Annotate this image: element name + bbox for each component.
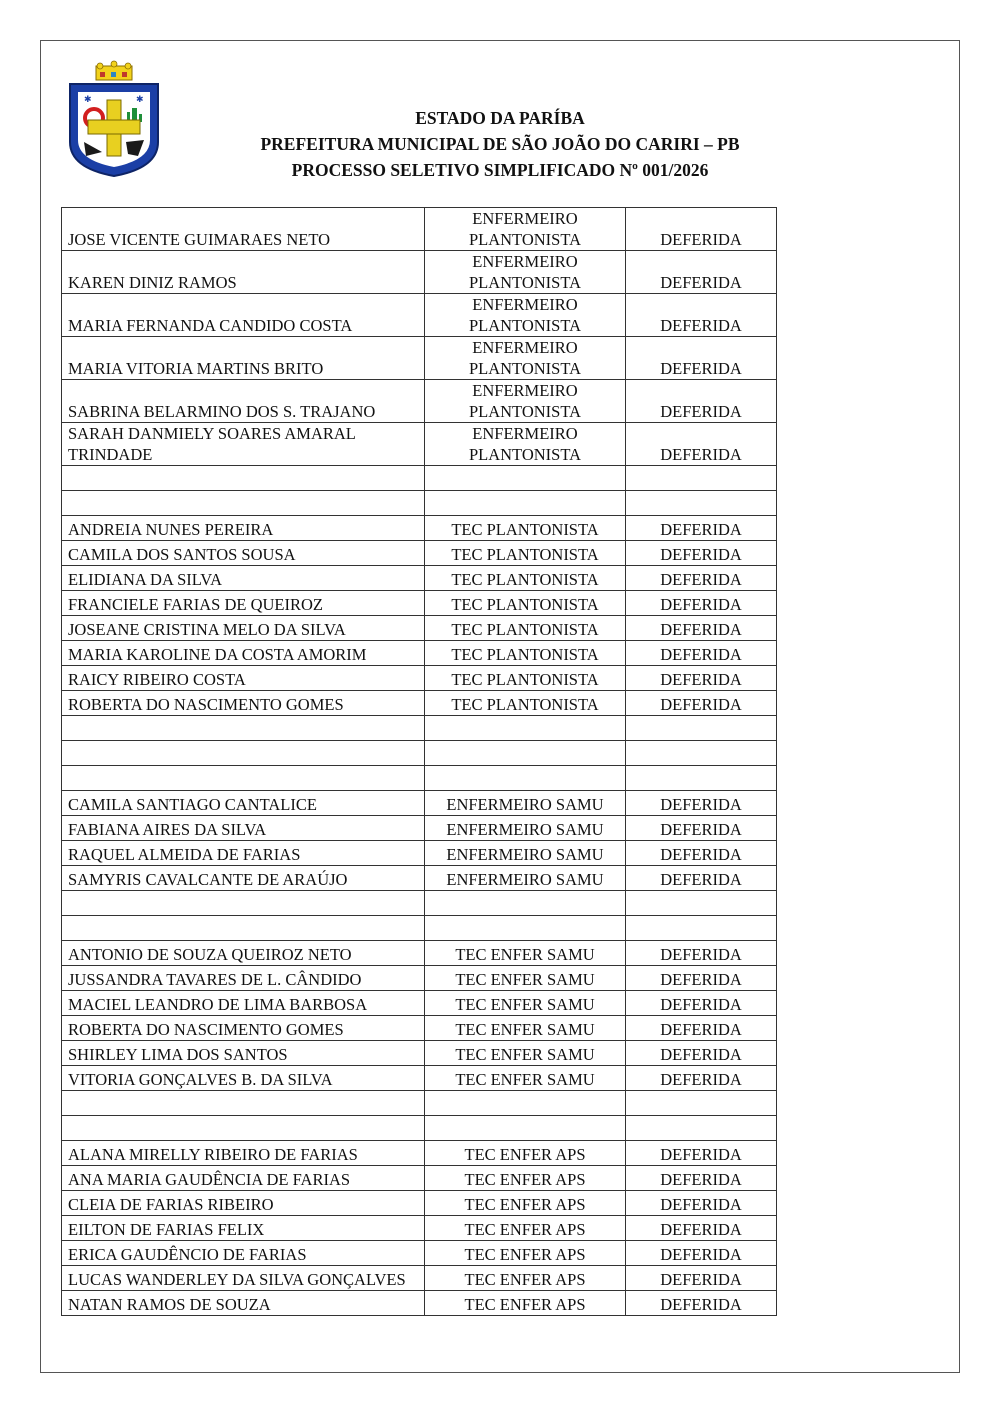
- position-cell: TEC PLANTONISTA: [425, 641, 626, 666]
- header-state: ESTADO DA PARÍBA: [415, 108, 585, 128]
- candidate-name-cell: ANA MARIA GAUDÊNCIA DE FARIAS: [62, 1166, 425, 1191]
- status-cell: [626, 716, 777, 741]
- table-row: [62, 516, 777, 541]
- position-cell: ENFERMEIRO SAMU: [425, 866, 626, 891]
- table-row: [62, 866, 777, 891]
- candidate-name-cell: [62, 766, 425, 791]
- document-header: [200, 105, 800, 183]
- candidate-name-cell: FABIANA AIRES DA SILVA: [62, 816, 425, 841]
- position-cell: TEC ENFER APS: [425, 1266, 626, 1291]
- status-cell: DEFERIDA: [626, 841, 777, 866]
- position-cell: TEC PLANTONISTA: [425, 616, 626, 641]
- candidate-name-cell: MARIA FERNANDA CANDIDO COSTA: [62, 294, 425, 337]
- table-row: [62, 841, 777, 866]
- status-cell: DEFERIDA: [626, 591, 777, 616]
- table-row-empty: [62, 491, 777, 516]
- header-process: PROCESSO SELETIVO SIMPLIFICADO Nº 001/2026: [291, 160, 709, 180]
- status-cell: DEFERIDA: [626, 1141, 777, 1166]
- position-cell: ENFERMEIRO PLANTONISTA: [425, 337, 626, 380]
- status-cell: DEFERIDA: [626, 941, 777, 966]
- status-cell: [626, 766, 777, 791]
- position-cell: TEC ENFER APS: [425, 1166, 626, 1191]
- table-row: [62, 991, 777, 1016]
- status-cell: [626, 466, 777, 491]
- table-row: [62, 1041, 777, 1066]
- status-cell: DEFERIDA: [626, 691, 777, 716]
- candidate-name-cell: CLEIA DE FARIAS RIBEIRO: [62, 1191, 425, 1216]
- candidate-name-cell: [62, 1091, 425, 1116]
- position-cell: [425, 741, 626, 766]
- table-row: [62, 1066, 777, 1091]
- position-cell: TEC ENFER APS: [425, 1216, 626, 1241]
- status-cell: DEFERIDA: [626, 251, 777, 294]
- svg-text:✱: ✱: [136, 94, 144, 104]
- candidate-name-cell: MARIA KAROLINE DA COSTA AMORIM: [62, 641, 425, 666]
- position-cell: TEC PLANTONISTA: [425, 666, 626, 691]
- candidate-name-cell: CAMILA SANTIAGO CANTALICE: [62, 791, 425, 816]
- position-cell: ENFERMEIRO PLANTONISTA: [425, 380, 626, 423]
- table-row: [62, 641, 777, 666]
- table-row: [62, 1241, 777, 1266]
- table-row: [62, 691, 777, 716]
- candidate-name-cell: ANTONIO DE SOUZA QUEIROZ NETO: [62, 941, 425, 966]
- candidate-name-cell: RAICY RIBEIRO COSTA: [62, 666, 425, 691]
- position-cell: TEC PLANTONISTA: [425, 591, 626, 616]
- status-cell: [626, 891, 777, 916]
- candidate-name-cell: FRANCIELE FARIAS DE QUEIROZ: [62, 591, 425, 616]
- candidate-name-cell: MARIA VITORIA MARTINS BRITO: [62, 337, 425, 380]
- table-row: [62, 566, 777, 591]
- position-cell: [425, 1116, 626, 1141]
- table-row: [62, 208, 777, 251]
- candidate-name-cell: [62, 1116, 425, 1141]
- table-row-empty: [62, 891, 777, 916]
- status-cell: DEFERIDA: [626, 1266, 777, 1291]
- status-cell: DEFERIDA: [626, 1216, 777, 1241]
- table-row: [62, 1191, 777, 1216]
- position-cell: TEC ENFER APS: [425, 1141, 626, 1166]
- candidate-name-cell: MACIEL LEANDRO DE LIMA BARBOSA: [62, 991, 425, 1016]
- position-cell: [425, 916, 626, 941]
- table-row: [62, 1016, 777, 1041]
- position-cell: TEC ENFER SAMU: [425, 991, 626, 1016]
- position-cell: ENFERMEIRO PLANTONISTA: [425, 423, 626, 466]
- status-cell: [626, 916, 777, 941]
- position-cell: TEC ENFER SAMU: [425, 1016, 626, 1041]
- candidate-name-cell: SABRINA BELARMINO DOS S. TRAJANO: [62, 380, 425, 423]
- candidate-name-cell: SAMYRIS CAVALCANTE DE ARAÚJO: [62, 866, 425, 891]
- table-row: [62, 541, 777, 566]
- status-cell: DEFERIDA: [626, 566, 777, 591]
- position-cell: TEC ENFER SAMU: [425, 1041, 626, 1066]
- table-row: [62, 966, 777, 991]
- position-cell: [425, 466, 626, 491]
- position-cell: TEC PLANTONISTA: [425, 541, 626, 566]
- table-row: [62, 1141, 777, 1166]
- table-row-empty: [62, 1116, 777, 1141]
- status-cell: DEFERIDA: [626, 1241, 777, 1266]
- position-cell: ENFERMEIRO SAMU: [425, 791, 626, 816]
- table-row: [62, 591, 777, 616]
- table-row: [62, 380, 777, 423]
- svg-text:✱: ✱: [84, 94, 92, 104]
- candidate-name-cell: ELIDIANA DA SILVA: [62, 566, 425, 591]
- table-row: [62, 423, 777, 466]
- position-cell: [425, 491, 626, 516]
- candidate-name-cell: VITORIA GONÇALVES B. DA SILVA: [62, 1066, 425, 1091]
- status-cell: DEFERIDA: [626, 991, 777, 1016]
- candidate-name-cell: SARAH DANMIELY SOARES AMARAL TRINDADE: [62, 423, 425, 466]
- candidate-name-cell: SHIRLEY LIMA DOS SANTOS: [62, 1041, 425, 1066]
- position-cell: [425, 766, 626, 791]
- status-cell: DEFERIDA: [626, 641, 777, 666]
- position-cell: TEC ENFER SAMU: [425, 966, 626, 991]
- status-cell: [626, 1091, 777, 1116]
- candidate-name-cell: LUCAS WANDERLEY DA SILVA GONÇALVES: [62, 1266, 425, 1291]
- table-row: [62, 1216, 777, 1241]
- candidate-name-cell: [62, 466, 425, 491]
- status-cell: DEFERIDA: [626, 1191, 777, 1216]
- position-cell: TEC PLANTONISTA: [425, 566, 626, 591]
- table-row: [62, 616, 777, 641]
- status-cell: DEFERIDA: [626, 208, 777, 251]
- status-cell: DEFERIDA: [626, 1016, 777, 1041]
- position-cell: TEC ENFER APS: [425, 1241, 626, 1266]
- status-cell: DEFERIDA: [626, 516, 777, 541]
- status-cell: DEFERIDA: [626, 666, 777, 691]
- status-cell: DEFERIDA: [626, 791, 777, 816]
- position-cell: TEC ENFER APS: [425, 1291, 626, 1316]
- candidate-name-cell: EILTON DE FARIAS FELIX: [62, 1216, 425, 1241]
- position-cell: [425, 716, 626, 741]
- status-cell: DEFERIDA: [626, 866, 777, 891]
- status-cell: DEFERIDA: [626, 423, 777, 466]
- position-cell: TEC ENFER SAMU: [425, 1066, 626, 1091]
- table-row-empty: [62, 1091, 777, 1116]
- table-row: [62, 251, 777, 294]
- candidate-name-cell: CAMILA DOS SANTOS SOUSA: [62, 541, 425, 566]
- table-row: [62, 941, 777, 966]
- candidate-name-cell: [62, 491, 425, 516]
- table-row: [62, 337, 777, 380]
- status-cell: DEFERIDA: [626, 294, 777, 337]
- status-cell: DEFERIDA: [626, 1291, 777, 1316]
- status-cell: DEFERIDA: [626, 1066, 777, 1091]
- table-row: [62, 1291, 777, 1316]
- status-cell: DEFERIDA: [626, 337, 777, 380]
- results-table: [61, 207, 777, 1316]
- position-cell: TEC PLANTONISTA: [425, 691, 626, 716]
- candidate-name-cell: KAREN DINIZ RAMOS: [62, 251, 425, 294]
- position-cell: TEC PLANTONISTA: [425, 516, 626, 541]
- candidate-name-cell: [62, 891, 425, 916]
- status-cell: DEFERIDA: [626, 816, 777, 841]
- table-row-empty: [62, 741, 777, 766]
- position-cell: ENFERMEIRO SAMU: [425, 841, 626, 866]
- status-cell: DEFERIDA: [626, 1041, 777, 1066]
- status-cell: [626, 1116, 777, 1141]
- candidate-name-cell: JUSSANDRA TAVARES DE L. CÂNDIDO: [62, 966, 425, 991]
- status-cell: DEFERIDA: [626, 1166, 777, 1191]
- candidate-name-cell: [62, 916, 425, 941]
- position-cell: [425, 1091, 626, 1116]
- table-row-empty: [62, 716, 777, 741]
- position-cell: TEC ENFER SAMU: [425, 941, 626, 966]
- table-row: [62, 1166, 777, 1191]
- candidate-name-cell: [62, 741, 425, 766]
- status-cell: DEFERIDA: [626, 541, 777, 566]
- table-row-empty: [62, 766, 777, 791]
- candidate-name-cell: JOSEANE CRISTINA MELO DA SILVA: [62, 616, 425, 641]
- position-cell: [425, 891, 626, 916]
- table-row-empty: [62, 466, 777, 491]
- candidate-name-cell: ERICA GAUDÊNCIO DE FARIAS: [62, 1241, 425, 1266]
- candidate-name-cell: NATAN RAMOS DE SOUZA: [62, 1291, 425, 1316]
- position-cell: ENFERMEIRO SAMU: [425, 816, 626, 841]
- status-cell: DEFERIDA: [626, 380, 777, 423]
- table-row: [62, 791, 777, 816]
- candidate-name-cell: JOSE VICENTE GUIMARAES NETO: [62, 208, 425, 251]
- table-row: [62, 1266, 777, 1291]
- candidate-name-cell: ROBERTA DO NASCIMENTO GOMES: [62, 691, 425, 716]
- candidate-name-cell: RAQUEL ALMEIDA DE FARIAS: [62, 841, 425, 866]
- position-cell: ENFERMEIRO PLANTONISTA: [425, 294, 626, 337]
- status-cell: DEFERIDA: [626, 966, 777, 991]
- status-cell: DEFERIDA: [626, 616, 777, 641]
- position-cell: TEC ENFER APS: [425, 1191, 626, 1216]
- header-prefecture: PREFEITURA MUNICIPAL DE SÃO JOÃO DO CARIRI – PB: [260, 134, 740, 154]
- candidate-name-cell: ALANA MIRELLY RIBEIRO DE FARIAS: [62, 1141, 425, 1166]
- table-row-empty: [62, 916, 777, 941]
- candidate-name-cell: ANDREIA NUNES PEREIRA: [62, 516, 425, 541]
- municipal-coat-of-arms-icon: [66, 60, 162, 180]
- status-cell: [626, 741, 777, 766]
- position-cell: ENFERMEIRO PLANTONISTA: [425, 251, 626, 294]
- position-cell: ENFERMEIRO PLANTONISTA: [425, 208, 626, 251]
- status-cell: [626, 491, 777, 516]
- candidate-name-cell: ROBERTA DO NASCIMENTO GOMES: [62, 1016, 425, 1041]
- table-row: [62, 816, 777, 841]
- candidate-name-cell: [62, 716, 425, 741]
- table-row: [62, 666, 777, 691]
- table-row: [62, 294, 777, 337]
